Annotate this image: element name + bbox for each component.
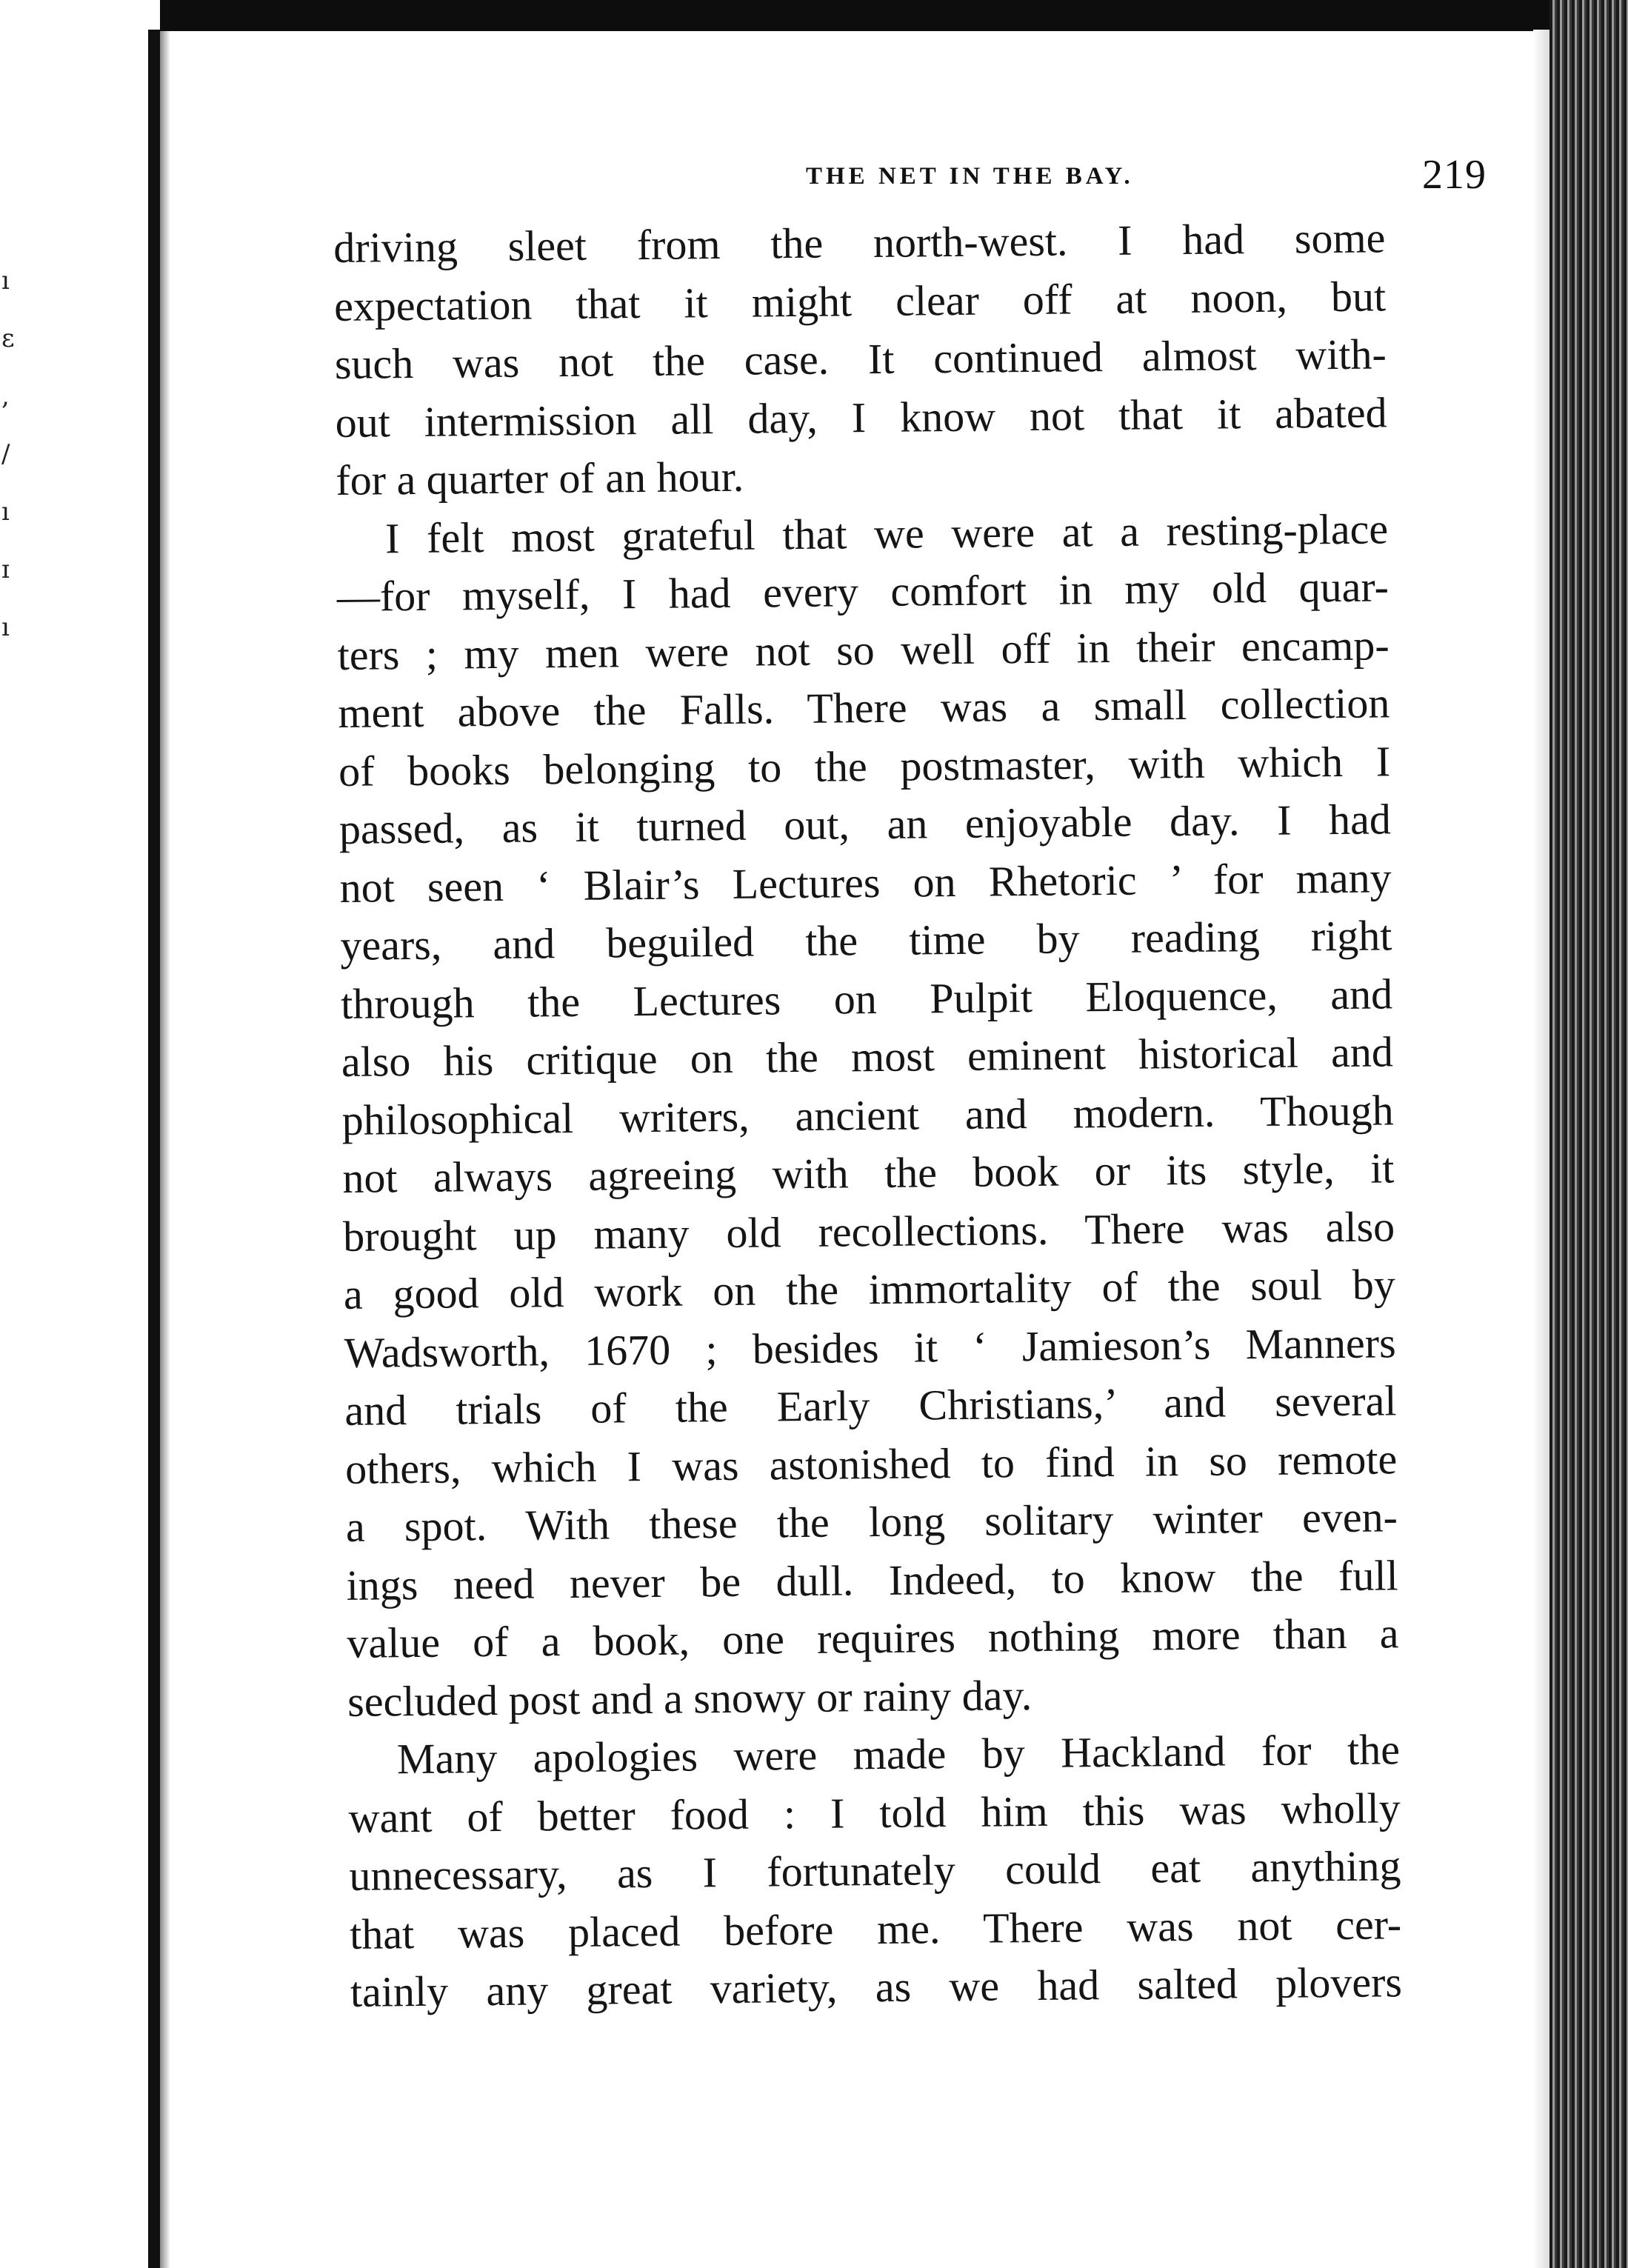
text-line: value of a book, one requires nothing more than a: [347, 1609, 1399, 1667]
fragment-mark: ɛ: [1, 324, 15, 353]
text-line: out intermission all day, I know not that it abated: [335, 387, 1387, 447]
text-line: tainly any great variety, as we had salted plovers: [350, 1958, 1403, 2016]
text-line: for a quarter of an hour.: [336, 452, 744, 504]
page-number: 219: [1422, 152, 1487, 198]
text-line: brought up many old recollections. There was also: [342, 1201, 1395, 1261]
page-top-edge: [160, 0, 1628, 31]
text-line: others, which I was astonished to find in so remote: [344, 1434, 1398, 1493]
text-line: want of better food : I told him this was wholly: [348, 1783, 1401, 1842]
body-text: [333, 209, 1402, 2021]
text-line: ings need never be dull. Indeed, to know the full: [346, 1550, 1398, 1610]
text-line: a spot. With these the long solitary winter even-: [345, 1492, 1398, 1551]
text-line: —for myself, I had every comfort in my old quar-: [336, 562, 1390, 621]
text-line: I felt most grateful that we were at a resting-place: [384, 504, 1389, 562]
text-line: passed, as it turned out, an enjoyable day. I had: [338, 795, 1392, 853]
text-line: also his critique on the most eminent historical and: [341, 1027, 1394, 1086]
text-line: a good old work on the immortality of the soul by: [343, 1260, 1396, 1318]
text-line: not always agreeing with the book or its style, it: [342, 1144, 1395, 1202]
facing-page-text-fragments: [1, 252, 16, 770]
running-head-title: THE NET IN THE BAY.: [806, 163, 1134, 190]
text-line: ment above the Falls. There was a small collection: [338, 678, 1390, 737]
text-line: ters ; my men were not so well off in their encamp-: [337, 620, 1390, 679]
text-line: not seen ‘ Blair’s Lectures on Rhetoric ’ for many: [339, 853, 1392, 912]
text-line: of books belonging to the postmaster, with which I: [338, 736, 1391, 796]
fragment-mark: ,: [1, 381, 10, 411]
fragment-mark: ı: [1, 497, 10, 527]
text-line: years, and beguiled the time by reading right: [340, 911, 1392, 970]
fragment-mark: ɪ: [1, 555, 10, 584]
text-line: driving sleet from the north-west. I had some: [333, 213, 1386, 272]
page-edge-shadow: [1533, 30, 1549, 2268]
running-head: [630, 135, 1487, 198]
text-line: secluded post and a snowy or rainy day.: [347, 1670, 1032, 1726]
text-line: such was not the case. It continued almost with-: [334, 330, 1387, 388]
text-line: Wadsworth, 1670 ; besides it ‘ Jamieson’s Manners: [344, 1318, 1396, 1377]
text-line: that was placed before me. There was not cer-: [349, 1899, 1402, 1958]
text-line: philosophical writers, ancient and modern. Though: [341, 1085, 1394, 1144]
stacked-page-edges: [1549, 0, 1628, 2268]
text-line: unnecessary, as I fortunately could eat anything: [349, 1841, 1401, 1900]
book-gutter: [148, 30, 160, 2268]
fragment-mark: /: [1, 439, 10, 469]
text-line: Many apologies were made by Hackland for the: [396, 1725, 1401, 1784]
text-line: and trials of the Early Christians,’ and several: [344, 1376, 1397, 1435]
gutter-shadow: [160, 30, 170, 2268]
text-line: through the Lectures on Pulpit Eloquence, and: [340, 969, 1393, 1028]
fragment-mark: ı: [1, 266, 10, 296]
text-line: expectation that it might clear off at noon, but: [333, 271, 1387, 330]
fragment-mark: ı: [1, 613, 10, 642]
